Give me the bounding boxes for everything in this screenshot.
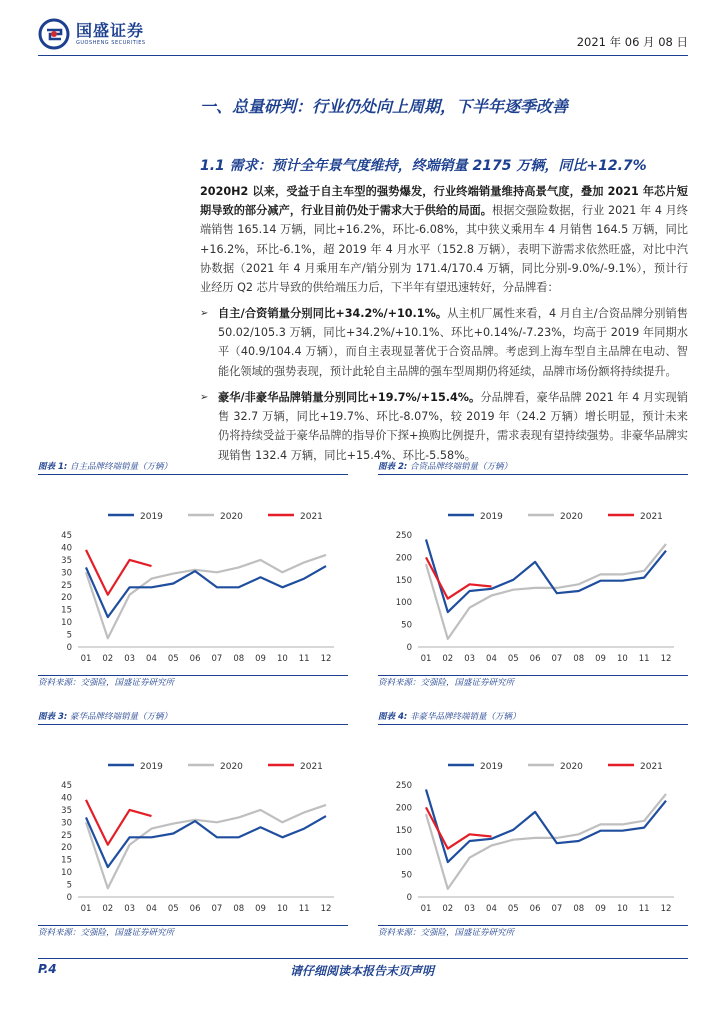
x-tick-label: 02: [442, 904, 454, 914]
y-tick-label: 5: [66, 630, 72, 641]
footer-divider: [38, 958, 688, 959]
legend-label-2019: 2019: [480, 512, 503, 522]
figure-2: [378, 460, 688, 690]
brand-name: 国盛证券: [76, 20, 145, 40]
y-tick-label: 15: [61, 605, 72, 616]
y-tick-label: 20: [61, 593, 72, 604]
y-tick-label: 40: [61, 543, 72, 554]
chart-fig4: [378, 725, 688, 925]
figure-1: [38, 460, 348, 690]
bullet-domestic-jv: [200, 304, 688, 381]
y-tick-label: 25: [61, 830, 72, 841]
chart-fig1: [38, 475, 348, 675]
x-tick-label: 03: [124, 654, 136, 664]
x-tick-label: 03: [464, 654, 476, 664]
x-tick-label: 01: [80, 904, 92, 914]
bullet2-text: 分品牌看，豪华品牌 2021 年 4 月实现销售 32.7 万辆，同比+19.7%、环比-8.07%，较 2019 年（24.2 万辆）增长明显，预计未来仍将持续受益于豪华品牌的指导价下探+换购比例提升，需求表现有望持续强势。非豪华品牌实现销售 132.4 万辆，同比+15.4%、环比-5.58%。: [218, 391, 688, 462]
legend-label-2021: 2021: [300, 512, 323, 522]
y-tick-label: 0: [406, 893, 412, 903]
x-tick-label: 04: [486, 654, 497, 664]
figure-caption: 图表 2: 合资品牌终端销量（万辆）: [378, 460, 688, 475]
series-line-2019: [426, 790, 666, 863]
x-tick-label: 07: [211, 904, 223, 914]
x-tick-label: 01: [80, 654, 92, 664]
figure-source: 资料来源：交强险，国盛证券研究所: [38, 925, 348, 940]
x-tick-label: 07: [551, 654, 563, 664]
x-tick-label: 10: [616, 654, 628, 664]
bullet1-text: 从主机厂属性来看，4 月自主/合资品牌分别销售 50.02/105.3 万辆，同比+34.2%/+10.1%、环比+0.14%/-7.23%，均高于 2019 年同期水平（40.9/104.4 万辆），而自主表现显著优于合资品牌。考虑到上海车型自主品牌在电动、智能化领域的强势表现，预计此轮自主品牌的强车型周期仍将延续，品牌市场份额将持续提升。: [218, 307, 688, 378]
series-line-2019: [426, 540, 666, 613]
y-tick-label: 30: [61, 568, 72, 579]
x-tick-label: 09: [255, 904, 266, 914]
y-tick-label: 45: [61, 781, 72, 791]
y-tick-label: 45: [61, 531, 72, 541]
legend-label-2021: 2021: [640, 762, 663, 772]
x-tick-label: 08: [573, 654, 585, 664]
figure-caption: 图表 3: 豪华品牌终端销量（万辆）: [38, 710, 348, 725]
y-tick-label: 20: [61, 843, 72, 854]
x-tick-label: 03: [464, 904, 476, 914]
x-tick-label: 12: [660, 904, 672, 914]
x-tick-label: 04: [486, 904, 497, 914]
x-tick-label: 08: [233, 654, 245, 664]
x-tick-label: 06: [529, 904, 541, 914]
section-heading: 一、总量研判：行业仍处向上周期，下半年逐季改善: [200, 97, 569, 116]
intro-paragraph: [200, 182, 688, 297]
legend-label-2020: 2020: [220, 512, 243, 522]
x-tick-label: 02: [102, 904, 114, 914]
x-tick-label: 05: [507, 654, 519, 664]
series-line-2020: [426, 544, 666, 639]
legend-label-2021: 2021: [640, 512, 663, 522]
y-tick-label: 250: [395, 781, 412, 791]
x-tick-label: 04: [146, 654, 157, 664]
chart-fig2: [378, 475, 688, 675]
y-tick-label: 25: [61, 580, 72, 591]
bullet-arrow-icon: ➢: [200, 392, 209, 403]
x-tick-label: 08: [233, 904, 245, 914]
y-tick-label: 150: [395, 825, 412, 836]
intro-text: 根据交强险数据，行业 2021 年 4 月终端销售 165.14 万辆，同比+16.2%，环比-6.08%，其中狭义乘用车 4 月销售 164.5 万辆，同比+16.2%，环比-6.1%，超 2019 年 4 月水平（152.8 万辆），表明下游需求依然旺盛，对比中汽协数据（2021 年 4 月乘用车产/销分别为 171.4/170.4 万辆，同比分别-9.0%/-9.1%），预计行业经历 Q2 芯片导致的供给端压力后，下半年有望迅速转好，分品牌看：: [200, 204, 688, 295]
x-tick-label: 06: [189, 904, 201, 914]
footer-disclaimer: 请仔细阅读本报告末页声明: [289, 964, 434, 978]
y-tick-label: 100: [395, 848, 412, 859]
figure-4: [378, 710, 688, 940]
x-tick-label: 01: [420, 904, 432, 914]
series-line-2021: [426, 557, 492, 598]
x-tick-label: 05: [167, 904, 179, 914]
y-tick-label: 50: [401, 870, 412, 881]
figure-3: [38, 710, 348, 940]
x-tick-label: 06: [529, 654, 541, 664]
y-tick-label: 200: [395, 803, 412, 814]
subsection-heading: 1.1 需求：预计全年景气度维持，终端销量 2175 万辆，同比+12.7%: [200, 158, 647, 174]
x-tick-label: 11: [638, 904, 650, 914]
legend-label-2020: 2020: [220, 762, 243, 772]
x-tick-label: 05: [507, 904, 519, 914]
y-tick-label: 15: [61, 855, 72, 866]
x-tick-label: 01: [420, 654, 432, 664]
x-tick-label: 07: [551, 904, 563, 914]
x-tick-label: 11: [298, 654, 310, 664]
y-tick-label: 30: [61, 818, 72, 829]
legend-label-2019: 2019: [140, 512, 163, 522]
legend-label-2020: 2020: [560, 762, 583, 772]
bullet1-bold: 自主/合资销量分别同比+34.2%/+10.1%。: [218, 307, 448, 320]
figure-caption: 图表 1: 自主品牌终端销量（万辆）: [38, 460, 348, 475]
y-tick-label: 10: [61, 868, 72, 879]
y-tick-label: 0: [66, 643, 72, 653]
report-date: 2021 年 06 月 08 日: [576, 35, 688, 49]
x-tick-label: 03: [124, 904, 136, 914]
logo-icon: [38, 18, 70, 50]
y-tick-label: 5: [66, 880, 72, 891]
bullet2-bold: 豪华/非豪华品牌销量分别同比+19.7%/+15.4%。: [218, 391, 481, 404]
x-tick-label: 04: [146, 904, 157, 914]
x-tick-label: 10: [276, 904, 288, 914]
brand-name-en: GUOSHENG SECURITIES: [76, 39, 146, 46]
legend-label-2020: 2020: [560, 512, 583, 522]
y-tick-label: 200: [395, 553, 412, 564]
x-tick-label: 07: [211, 654, 223, 664]
x-tick-label: 08: [573, 904, 585, 914]
x-tick-label: 11: [638, 654, 650, 664]
y-tick-label: 35: [61, 555, 72, 566]
y-tick-label: 150: [395, 575, 412, 586]
x-tick-label: 09: [595, 904, 606, 914]
x-tick-label: 12: [320, 904, 332, 914]
figure-source: 资料来源：交强险，国盛证券研究所: [38, 675, 348, 690]
series-line-2020: [426, 794, 666, 889]
y-tick-label: 100: [395, 598, 412, 609]
x-tick-label: 10: [616, 904, 628, 914]
x-tick-label: 12: [320, 654, 332, 664]
header-divider: [38, 55, 688, 56]
x-tick-label: 09: [255, 654, 266, 664]
figure-source: 资料来源：交强险，国盛证券研究所: [378, 675, 688, 690]
page-header: [38, 18, 688, 54]
y-tick-label: 35: [61, 805, 72, 816]
legend-label-2019: 2019: [140, 762, 163, 772]
bullet-arrow-icon: ➢: [200, 308, 209, 319]
legend-label-2019: 2019: [480, 762, 503, 772]
legend-label-2021: 2021: [300, 762, 323, 772]
brand-logo: [38, 18, 146, 50]
y-tick-label: 40: [61, 793, 72, 804]
y-tick-label: 10: [61, 618, 72, 629]
x-tick-label: 02: [102, 654, 114, 664]
page-number: P.4: [38, 962, 57, 976]
bullet-luxury: [200, 388, 688, 465]
x-tick-label: 12: [660, 654, 672, 664]
y-tick-label: 0: [66, 893, 72, 903]
x-tick-label: 05: [167, 654, 179, 664]
x-tick-label: 02: [442, 654, 454, 664]
y-tick-label: 0: [406, 643, 412, 653]
x-tick-label: 10: [276, 654, 288, 664]
y-tick-label: 50: [401, 620, 412, 631]
figure-source: 资料来源：交强险，国盛证券研究所: [378, 925, 688, 940]
y-tick-label: 250: [395, 531, 412, 541]
intro-bold: 2020H2 以来，受益于自主车型的强势爆发，行业终端销量维持高景气度，叠加 2021 年芯片短期导致的部分减产，行业目前仍处于需求大于供给的局面。: [200, 185, 688, 218]
figure-caption: 图表 4: 非豪华品牌终端销量（万辆）: [378, 710, 688, 725]
x-tick-label: 11: [298, 904, 310, 914]
series-line-2021: [426, 807, 492, 848]
chart-fig3: [38, 725, 348, 925]
x-tick-label: 09: [595, 654, 606, 664]
x-tick-label: 06: [189, 654, 201, 664]
